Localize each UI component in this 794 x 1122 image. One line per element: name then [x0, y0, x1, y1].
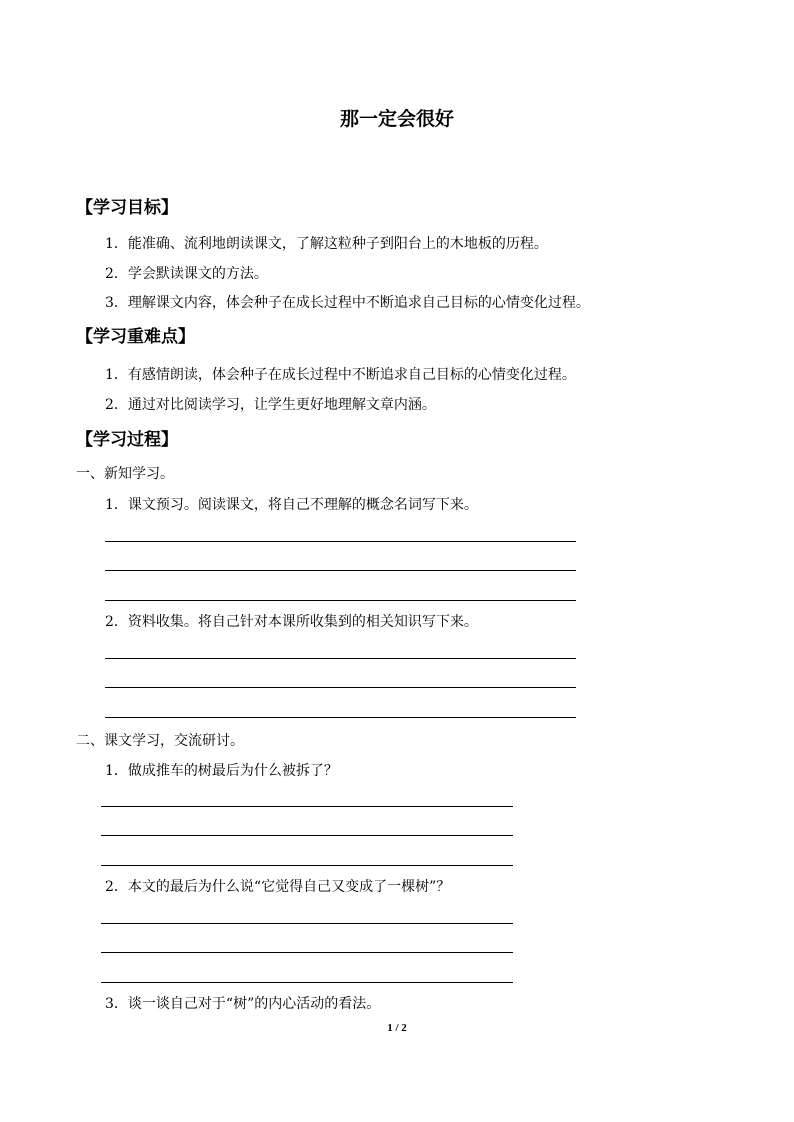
answer-line[interactable] — [101, 806, 513, 807]
answer-line[interactable] — [101, 835, 513, 836]
answer-line[interactable] — [105, 541, 576, 542]
objective-item-1: 1．能准确、流利地朗读课文，了解这粒种子到阳台上的木地板的历程。 — [105, 236, 548, 252]
part1-question-1: 1．课文预习。阅读课文，将自己不理解的概念名词写下来。 — [105, 497, 478, 513]
objective-item-2: 2．学会默读课文的方法。 — [105, 266, 268, 282]
section-heading-objectives: 【学习目标】 — [76, 198, 178, 218]
section-heading-key-points: 【学习重难点】 — [76, 327, 195, 347]
answer-line[interactable] — [105, 717, 576, 718]
part1-question-2: 2．资料收集。将自己针对本课所收集到的相关知识写下来。 — [105, 614, 478, 630]
answer-line[interactable] — [101, 923, 513, 924]
part2-label: 二、课文学习，交流研讨。 — [76, 733, 244, 749]
page-title: 那一定会很好 — [339, 108, 454, 130]
part2-question-3: 3．谈一谈自己对于“树”的内心活动的看法。 — [105, 996, 381, 1012]
answer-line[interactable] — [105, 687, 576, 688]
section-heading-process: 【学习过程】 — [76, 430, 178, 450]
answer-line[interactable] — [105, 570, 576, 571]
answer-line[interactable] — [101, 982, 513, 983]
answer-line[interactable] — [101, 865, 513, 866]
key-point-item-1: 1．有感情朗读，体会种子在成长过程中不断追求自己目标的心情变化过程。 — [105, 367, 576, 383]
answer-line[interactable] — [105, 658, 576, 659]
page-number: 1 / 2 — [387, 1022, 407, 1034]
key-point-item-2: 2．通过对比阅读学习，让学生更好地理解文章内涵。 — [105, 397, 436, 413]
part2-question-2: 2．本文的最后为什么说“它觉得自己又变成了一棵树”？ — [105, 879, 451, 895]
answer-line[interactable] — [105, 600, 576, 601]
answer-line[interactable] — [101, 952, 513, 953]
part2-question-1: 1．做成推车的树最后为什么被拆了？ — [105, 763, 338, 779]
part1-label: 一、新知学习。 — [76, 466, 174, 482]
objective-item-3: 3．理解课文内容，体会种子在成长过程中不断追求自己目标的心情变化过程。 — [105, 295, 590, 311]
